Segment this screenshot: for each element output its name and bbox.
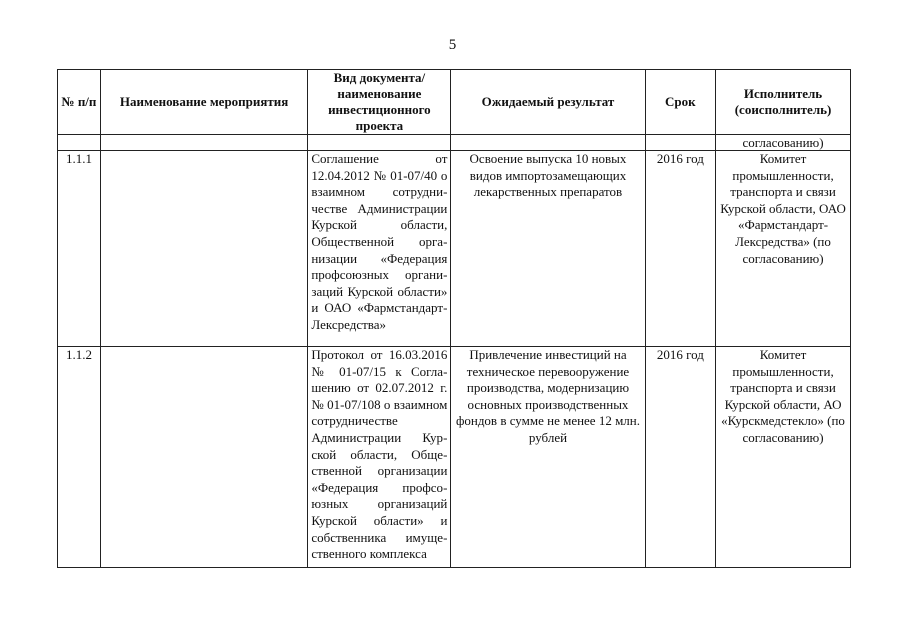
cell-number: 1.1.1: [58, 151, 101, 347]
cell-empty: [308, 135, 451, 151]
cell-executor: Комитет промышленности, транспорта и связи Курской области, АО «Курскмедстекло» (по согласованию): [716, 347, 851, 568]
measures-table: [57, 69, 851, 568]
header-document-type: Вид документа/ наименование инвестиционного проекта: [308, 70, 451, 135]
table-row: [58, 347, 851, 568]
header-number: № п/п: [58, 70, 101, 135]
cell-empty: [451, 135, 645, 151]
continuation-row: [58, 135, 851, 151]
cell-document: Соглашение от 12.04.2012 № 01-07/40 о взаимном сотрудничестве Администрации Курской области, Общественной организации «Федерация профсоюзных организаций Курской области» и ОАО «Фармстандарт-Лексредства»: [308, 151, 451, 347]
cell-executor: Комитет промышленности, транспорта и связи Курской области, ОАО «Фармстандарт-Лексредства» (по согласованию): [716, 151, 851, 347]
header-measure-name: Наименование мероприятия: [100, 70, 307, 135]
cell-result: Освоение выпуска 10 новых видов импортозамещающих лекарственных препаратов: [451, 151, 645, 347]
cell-number: 1.1.2: [58, 347, 101, 568]
header-term: Срок: [645, 70, 716, 135]
cell-empty: [100, 135, 307, 151]
cell-measure-name: [100, 151, 307, 347]
table-row: [58, 151, 851, 347]
cell-empty: [645, 135, 716, 151]
cell-document: Протокол от 16.03.2016 № 01-07/15 к Соглашению от 02.07.2012 г. № 01-07/108 о взаимном сотрудничестве Администрации Курской области, Общественной организации «Федерация профсоюзных организаций Курской области» и собственника имущественного комплекса: [308, 347, 451, 568]
cell-executor-continuation: согласованию): [716, 135, 851, 151]
cell-measure-name: [100, 347, 307, 568]
cell-result: Привлечение инвестиций на техническое перевооружение производства, модернизацию основных производственных фондов в сумме не менее 12 млн. рублей: [451, 347, 645, 568]
page-number: 5: [448, 37, 457, 53]
header-expected-result: Ожидаемый результат: [451, 70, 645, 135]
cell-term: 2016 год: [645, 347, 716, 568]
cell-term: 2016 год: [645, 151, 716, 347]
header-executor: Исполнитель (соисполнитель): [716, 70, 851, 135]
cell-empty: [58, 135, 101, 151]
table-header-row: [58, 70, 851, 135]
